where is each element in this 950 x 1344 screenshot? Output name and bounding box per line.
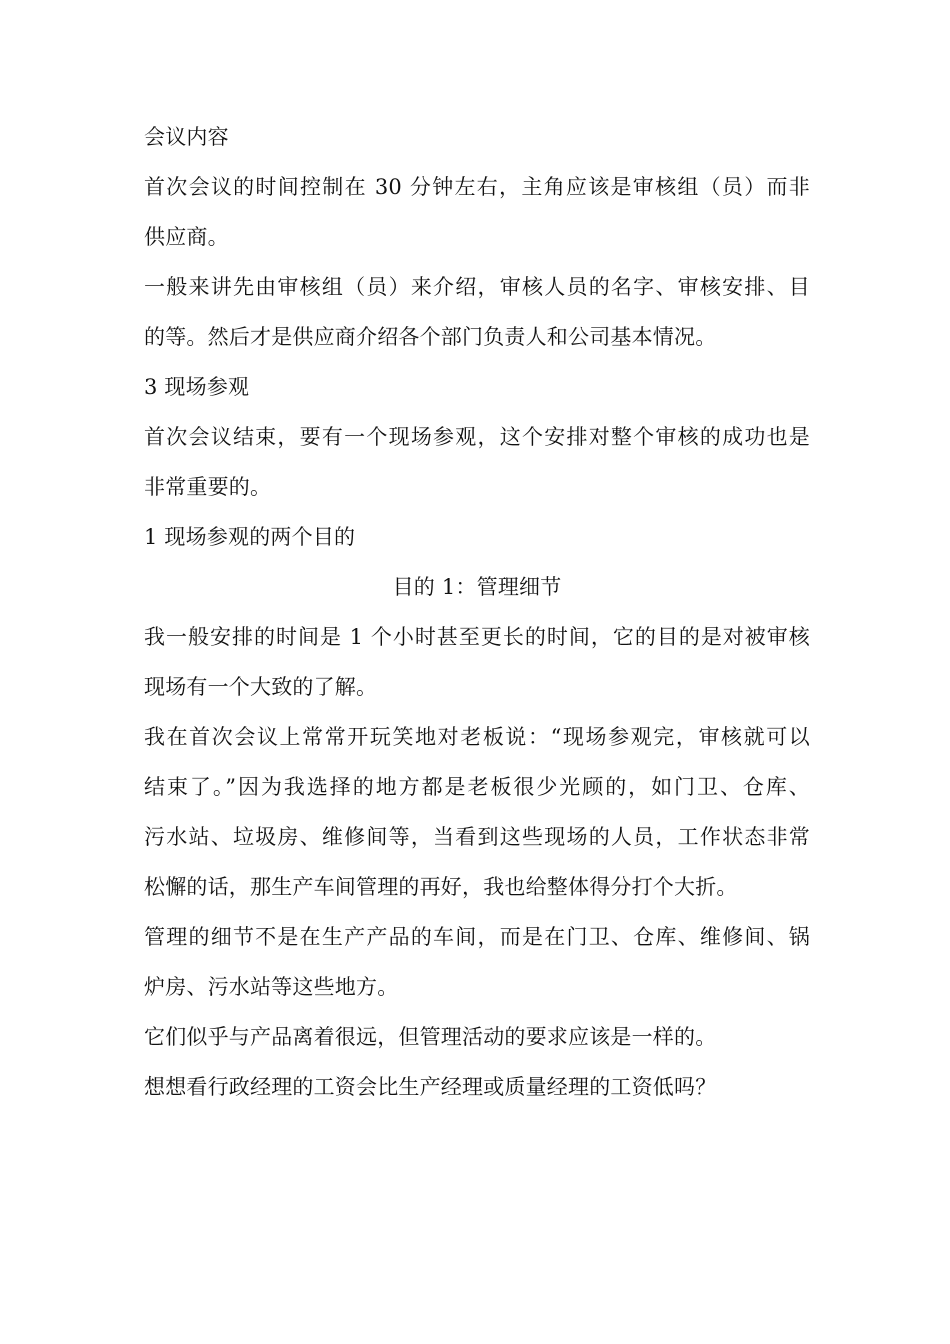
paragraph-line: 首次会议结束，要有一个现场参观，这个安排对整个审核的成功也是 [144,425,810,449]
centered-subheading: 目的 1：管理细节 [392,575,562,599]
paragraph-line: 现场有一个大致的了解。 [144,675,378,699]
paragraph-line: 首次会议的时间控制在 30 分钟左右，主角应该是审核组（员）而非 [144,175,810,199]
paragraph-line: 我在首次会议上常常开玩笑地对老板说：“现场参观完，审核就可以 [144,725,810,749]
paragraph-line: 管理的细节不是在生产产品的车间，而是在门卫、仓库、维修间、锅 [144,925,810,949]
section-heading: 3 现场参观 [144,375,250,399]
paragraph-line: 松懈的话，那生产车间管理的再好，我也给整体得分打个大折。 [144,875,738,899]
paragraph-line: 污水站、垃圾房、维修间等，当看到这些现场的人员，工作状态非常 [144,825,810,849]
paragraph-line: 一般来讲先由审核组（员）来介绍，审核人员的名字、审核安排、目 [144,275,810,299]
paragraph-line: 的等。然后才是供应商介绍各个部门负责人和公司基本情况。 [144,325,717,349]
document-body [144,116,810,1116]
paragraph-line: 想想看行政经理的工资会比生产经理或质量经理的工资低吗？ [144,1075,717,1099]
paragraph-line: 供应商。 [144,225,229,249]
paragraph-line: 它们似乎与产品离着很远，但管理活动的要求应该是一样的。 [144,1025,717,1049]
paragraph-line: 非常重要的。 [144,475,272,499]
section-heading: 会议内容 [144,125,229,149]
paragraph-line: 结束了。”因为我选择的地方都是老板很少光顾的，如门卫、仓库、 [144,775,810,799]
paragraph-line: 我一般安排的时间是 1 个小时甚至更长的时间，它的目的是对被审核 [144,625,810,649]
section-heading: 1 现场参观的两个目的 [144,525,356,549]
paragraph-line: 炉房、污水站等这些地方。 [144,975,399,999]
